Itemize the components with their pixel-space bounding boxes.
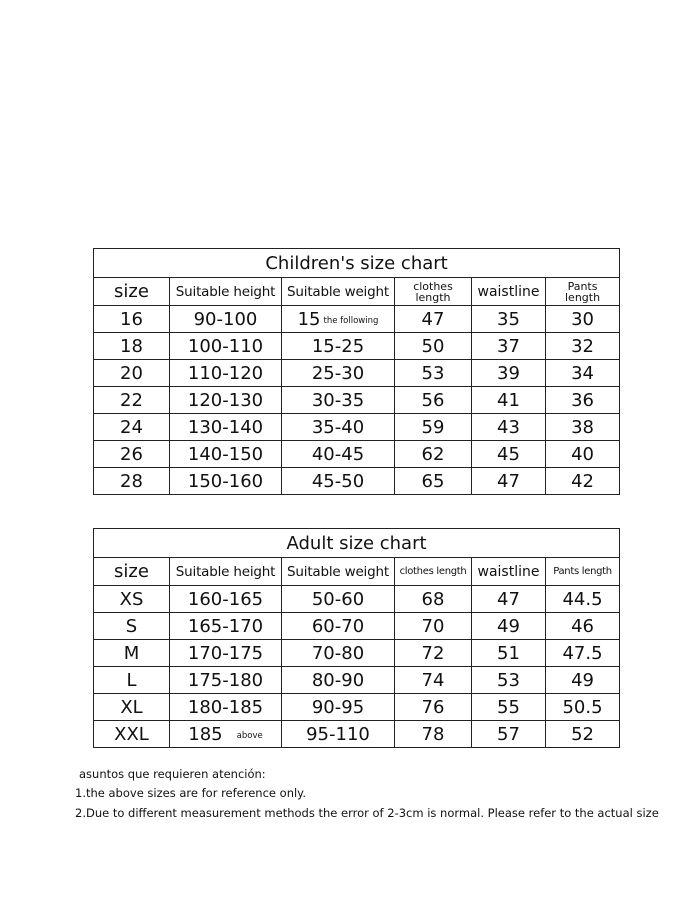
cell-clothes: 70 bbox=[395, 613, 472, 640]
height-note: above bbox=[236, 730, 263, 741]
cell-clothes: 62 bbox=[395, 441, 472, 468]
cell-clothes: 50 bbox=[395, 333, 472, 360]
header-waistline: waistline bbox=[472, 558, 546, 586]
header-weight: Suitable weight bbox=[282, 278, 395, 306]
header-pants-length: Pants length bbox=[546, 558, 620, 586]
cell-clothes: 76 bbox=[395, 694, 472, 721]
cell-waist: 45 bbox=[472, 441, 546, 468]
cell-size: S bbox=[94, 613, 170, 640]
table-row bbox=[94, 721, 620, 748]
cell-pants: 40 bbox=[546, 441, 620, 468]
cell-waist: 39 bbox=[472, 360, 546, 387]
cell-pants: 52 bbox=[546, 721, 620, 748]
header-clothes-length: clothes length bbox=[395, 278, 472, 306]
header-size: size bbox=[94, 278, 170, 306]
header-weight: Suitable weight bbox=[282, 558, 395, 586]
cell-pants: 44.5 bbox=[546, 586, 620, 613]
header-size: size bbox=[94, 558, 170, 586]
cell-clothes: 78 bbox=[395, 721, 472, 748]
cell-weight: 90-95 bbox=[282, 694, 395, 721]
cell-waist: 47 bbox=[472, 468, 546, 495]
table-row bbox=[94, 414, 620, 441]
cell-weight: 70-80 bbox=[282, 640, 395, 667]
cell-weight: 25-30 bbox=[282, 360, 395, 387]
cell-height: 170-175 bbox=[170, 640, 282, 667]
notes-heading: asuntos que requieren atención: bbox=[79, 767, 266, 781]
cell-pants: 47.5 bbox=[546, 640, 620, 667]
cell-size: M bbox=[94, 640, 170, 667]
cell-weight: 50-60 bbox=[282, 586, 395, 613]
note-1: 1.the above sizes are for reference only. bbox=[75, 786, 306, 800]
cell-weight: 15-25 bbox=[282, 333, 395, 360]
cell-height: 140-150 bbox=[170, 441, 282, 468]
cell-pants: 50.5 bbox=[546, 694, 620, 721]
cell-clothes: 72 bbox=[395, 640, 472, 667]
cell-weight: 95-110 bbox=[282, 721, 395, 748]
cell-height: 180-185 bbox=[170, 694, 282, 721]
cell-pants: 32 bbox=[546, 333, 620, 360]
cell-height: 150-160 bbox=[170, 468, 282, 495]
cell-size: 24 bbox=[94, 414, 170, 441]
cell-clothes: 68 bbox=[395, 586, 472, 613]
cell-height: 160-165 bbox=[170, 586, 282, 613]
header-height: Suitable height bbox=[170, 278, 282, 306]
cell-pants: 34 bbox=[546, 360, 620, 387]
cell-weight: 30-35 bbox=[282, 387, 395, 414]
cell-height: 90-100 bbox=[170, 306, 282, 333]
cell-waist: 51 bbox=[472, 640, 546, 667]
children-chart-title: Children's size chart bbox=[94, 249, 620, 278]
header-clothes-length: clothes length bbox=[395, 558, 472, 586]
cell-size: XXL bbox=[94, 721, 170, 748]
cell-size: 18 bbox=[94, 333, 170, 360]
cell-waist: 43 bbox=[472, 414, 546, 441]
cell-clothes: 53 bbox=[395, 360, 472, 387]
table-row bbox=[94, 306, 620, 333]
cell-size: 28 bbox=[94, 468, 170, 495]
cell-waist: 49 bbox=[472, 613, 546, 640]
weight-note: the following bbox=[323, 315, 379, 326]
cell-height: 100-110 bbox=[170, 333, 282, 360]
table-row bbox=[94, 586, 620, 613]
cell-height: 165-170 bbox=[170, 613, 282, 640]
cell-weight: 60-70 bbox=[282, 613, 395, 640]
cell-size: 26 bbox=[94, 441, 170, 468]
cell-size: 22 bbox=[94, 387, 170, 414]
cell-size: L bbox=[94, 667, 170, 694]
cell-clothes: 74 bbox=[395, 667, 472, 694]
cell-weight: 35-40 bbox=[282, 414, 395, 441]
cell-size: 16 bbox=[94, 306, 170, 333]
cell-clothes: 56 bbox=[395, 387, 472, 414]
table-row bbox=[94, 667, 620, 694]
table-row bbox=[94, 640, 620, 667]
children-size-chart bbox=[93, 248, 620, 495]
header-waistline: waistline bbox=[472, 278, 546, 306]
cell-waist: 55 bbox=[472, 694, 546, 721]
adult-size-chart bbox=[93, 528, 620, 748]
table-row bbox=[94, 387, 620, 414]
cell-pants: 36 bbox=[546, 387, 620, 414]
cell-waist: 41 bbox=[472, 387, 546, 414]
cell-height: 120-130 bbox=[170, 387, 282, 414]
table-row bbox=[94, 613, 620, 640]
cell-pants: 38 bbox=[546, 414, 620, 441]
cell-pants: 30 bbox=[546, 306, 620, 333]
cell-size: 20 bbox=[94, 360, 170, 387]
table-row bbox=[94, 441, 620, 468]
cell-pants: 49 bbox=[546, 667, 620, 694]
cell-height: 185 $^{above}$ bbox=[170, 721, 282, 748]
adult-chart-title: Adult size chart bbox=[94, 529, 620, 558]
cell-weight: 80-90 bbox=[282, 667, 395, 694]
cell-height: 130-140 bbox=[170, 414, 282, 441]
cell-clothes: 47 bbox=[395, 306, 472, 333]
cell-height: 175-180 bbox=[170, 667, 282, 694]
table-row bbox=[94, 333, 620, 360]
cell-weight: 40-45 bbox=[282, 441, 395, 468]
table-row bbox=[94, 360, 620, 387]
cell-clothes: 65 bbox=[395, 468, 472, 495]
cell-pants: 42 bbox=[546, 468, 620, 495]
note-2: 2.Due to different measurement methods the error of 2-3cm is normal. Please refer to the actual size bbox=[75, 806, 659, 820]
cell-waist: 37 bbox=[472, 333, 546, 360]
header-height: Suitable height bbox=[170, 558, 282, 586]
cell-waist: 35 bbox=[472, 306, 546, 333]
cell-size: XS bbox=[94, 586, 170, 613]
cell-weight: 15 $^{the following}$ bbox=[282, 306, 395, 333]
table-row bbox=[94, 694, 620, 721]
cell-waist: 47 bbox=[472, 586, 546, 613]
cell-size: XL bbox=[94, 694, 170, 721]
cell-clothes: 59 bbox=[395, 414, 472, 441]
cell-pants: 46 bbox=[546, 613, 620, 640]
table-row bbox=[94, 468, 620, 495]
cell-waist: 57 bbox=[472, 721, 546, 748]
header-pants-length: Pants length bbox=[546, 278, 620, 306]
cell-waist: 53 bbox=[472, 667, 546, 694]
cell-height: 110-120 bbox=[170, 360, 282, 387]
cell-weight: 45-50 bbox=[282, 468, 395, 495]
